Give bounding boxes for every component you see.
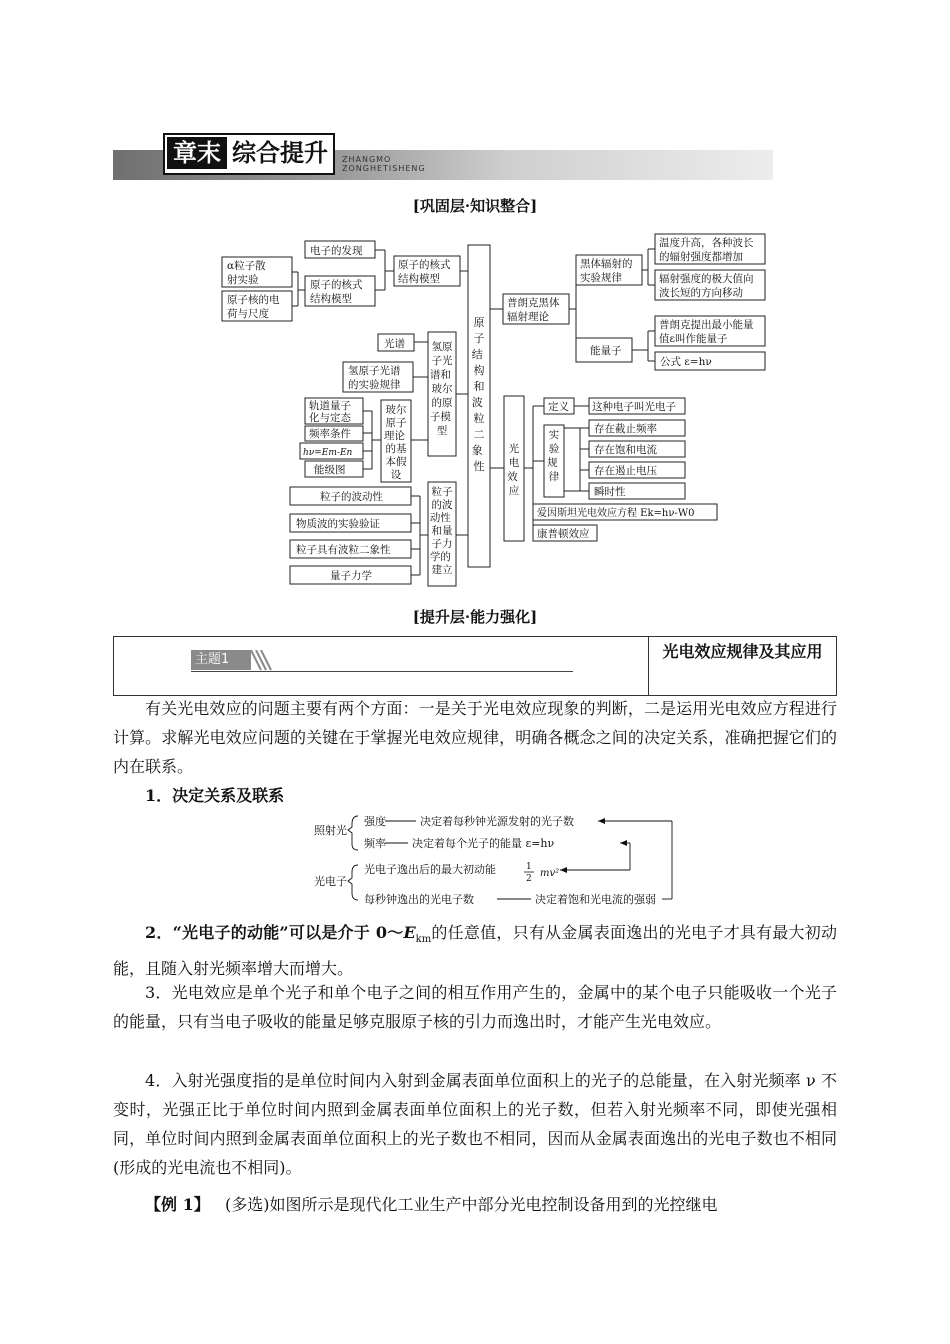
bb-rule-1b: 的辐射强度都增加 <box>659 251 743 263</box>
bohr-group: 氢原子光谱和 玻尔的原子模 型 <box>429 341 453 437</box>
item4-paragraph: 4．入射光强度指的是单位时间内入射到金属表面单位面积上的光子的总能量，在入射光频率 ν 不变时，光强正比于单位时间内照到金属表面单位面积上的光子数，但若入射光频率不同，即使光强相同，单位时间内照到金属表面单位面积上的光子数也不相同，因而从金属表面逸出的光电子数也不相同(形成的光电流也不相同)。 <box>113 1071 837 1177</box>
matter-wave: 物质波的实验验证 <box>296 518 380 530</box>
photoelectric-label: 光电效 应 <box>507 443 520 497</box>
freq-condition: 频率条件 <box>309 428 351 440</box>
wave-group: 粒子的波动性 和量子力学的 建立 <box>429 486 453 576</box>
item1-heading: 1．决定关系及联系 <box>145 786 285 805</box>
topic-badge: 主题1 <box>191 650 251 670</box>
quantum-mech: 量子力学 <box>330 570 372 582</box>
orbit-quant-1: 轨道量子 <box>309 400 351 412</box>
item2-ek: E <box>403 923 416 942</box>
pinyin-line-1: ZHANGMO <box>342 155 392 164</box>
nuclear-group-1: 原子的核式 <box>398 259 451 271</box>
hydrogen-spectrum-1: 氢原子光谱 <box>348 365 401 377</box>
count-effect: 决定着饱和光电流的强弱 <box>535 893 656 906</box>
intensity: 强度 <box>364 815 386 828</box>
concept-map <box>0 0 950 600</box>
spectrum: 光谱 <box>384 338 405 350</box>
center-label: 原子结 构和波 粒二象 性 <box>471 316 485 473</box>
topic-title: 光电效应规律及其应用 <box>662 642 823 661</box>
level-diagram: 能级图 <box>314 464 346 476</box>
definition: 定义 <box>548 401 569 413</box>
alpha-experiment-2: 射实验 <box>227 274 259 286</box>
planck-theory-2: 辐射理论 <box>507 311 549 323</box>
formula-hv: hν=Em-En <box>303 448 353 458</box>
intro-paragraph: 有关光电效应的问题主要有两个方面：一是关于光电效应现象的判断，二是运用光电效应方程进行计算。求解光电效应问题的关键在于掌握光电效应规律，明确各概念之间的决定关系，准确把握它们的内在联系。 <box>113 699 837 776</box>
section-title-improve: [提升层·能力强化] <box>412 608 538 626</box>
bohr-assumptions: 玻尔原子理论 的基本假设 <box>383 404 407 481</box>
planck-min-1: 普朗克提出最小能量 <box>659 319 754 331</box>
item2-sub: km <box>415 934 432 946</box>
duality: 粒子具有波粒二象性 <box>296 544 391 556</box>
intensity-text: 决定着每秒钟光源发射的光子数 <box>420 815 574 828</box>
section-title-consolidate: [巩固层·知识整合] <box>412 197 538 215</box>
bb-rule-2a: 辐射强度的极大值向 <box>659 273 754 285</box>
alpha-experiment-1: α粒子散 <box>227 260 266 272</box>
compton: 康普顿效应 <box>537 528 590 540</box>
count-text: 每秒钟逸出的光电子数 <box>364 893 474 906</box>
exp-law-label: 实验规 律 <box>547 429 560 483</box>
electron-discovery: 电子的发现 <box>310 245 363 257</box>
topic-table-divider <box>648 636 649 696</box>
item2-after: 的任意值，只有从金属表面逸出的光电子才具有最大初动能，且随入射光频率增大而增大。 <box>113 923 837 979</box>
particle-wave: 粒子的波动性 <box>320 491 383 503</box>
nucleus-charge-2: 荷与尺度 <box>227 308 269 320</box>
bb-rule-2b: 波长短的方向移动 <box>659 287 743 299</box>
max-ke-text: 光电子逸出后的最大初动能 <box>364 863 496 876</box>
chapter-banner-label-b: 综合提升 <box>232 139 328 167</box>
mv2: mv² <box>540 868 560 879</box>
example-text: (多选)如图所示是现代化工业生产中部分光电控制设备用到的光控继电 <box>224 1195 718 1214</box>
item2-before: 2．“光电子的动能”可以是介于 0～ <box>145 923 404 942</box>
half-numerator: 1 <box>526 862 532 872</box>
example-line <box>145 1190 837 1219</box>
nucleus-charge-1: 原子核的电 <box>227 294 280 306</box>
topic-underline <box>191 671 573 672</box>
hydrogen-spectrum-2: 的实验规律 <box>348 379 401 391</box>
planck-theory-1: 普朗克黑体 <box>507 297 560 309</box>
frequency: 频率 <box>364 837 386 850</box>
law-2: 存在饱和电流 <box>594 444 657 456</box>
blackbody-law-2: 实验规律 <box>580 272 622 284</box>
item2-paragraph <box>113 918 837 983</box>
chapter-banner-label-a: 章末 <box>167 137 227 169</box>
half-denominator: 2 <box>526 874 532 884</box>
item3-paragraph: 3．光电效应是单个光子和单个电子之间的相互作用产生的，金属中的某个电子只能吸收一个光子的能量，只有当电子吸收的能量足够克服原子核的引力而逸出时，才能产生光电效应。 <box>113 983 837 1031</box>
example-label: 【例 1】 <box>145 1195 210 1214</box>
photoelectron: 光电子 <box>314 875 347 888</box>
frequency-text: 决定着每个光子的能量 ε=hν <box>412 837 555 850</box>
quantum: 能量子 <box>590 345 622 357</box>
def-text: 这种电子叫光电子 <box>592 401 676 413</box>
bb-rule-1a: 温度升高，各种波长 <box>659 237 754 249</box>
nuclear-model-1: 原子的核式 <box>310 279 363 291</box>
relation-diagram <box>300 810 690 915</box>
nuclear-group-2: 结构模型 <box>398 273 440 285</box>
orbit-quant-2: 化与定态 <box>309 412 351 424</box>
incident-light: 照射光 <box>314 824 347 837</box>
law-1: 存在截止频率 <box>594 423 657 435</box>
law-4: 瞬时性 <box>594 486 626 498</box>
topic-badge-stripes-icon <box>251 650 275 671</box>
formula-e: 公式 ε=hν <box>660 356 712 368</box>
law-3: 存在遏止电压 <box>594 465 657 477</box>
nuclear-model-2: 结构模型 <box>310 293 352 305</box>
einstein: 爱因斯坦光电效应方程 Ek=hν-W0 <box>537 508 695 519</box>
blackbody-law-1: 黑体辐射的 <box>580 258 633 270</box>
planck-min-2: 值ε叫作能量子 <box>659 333 728 345</box>
pinyin-line-2: ZONGHETISHENG <box>342 164 426 173</box>
